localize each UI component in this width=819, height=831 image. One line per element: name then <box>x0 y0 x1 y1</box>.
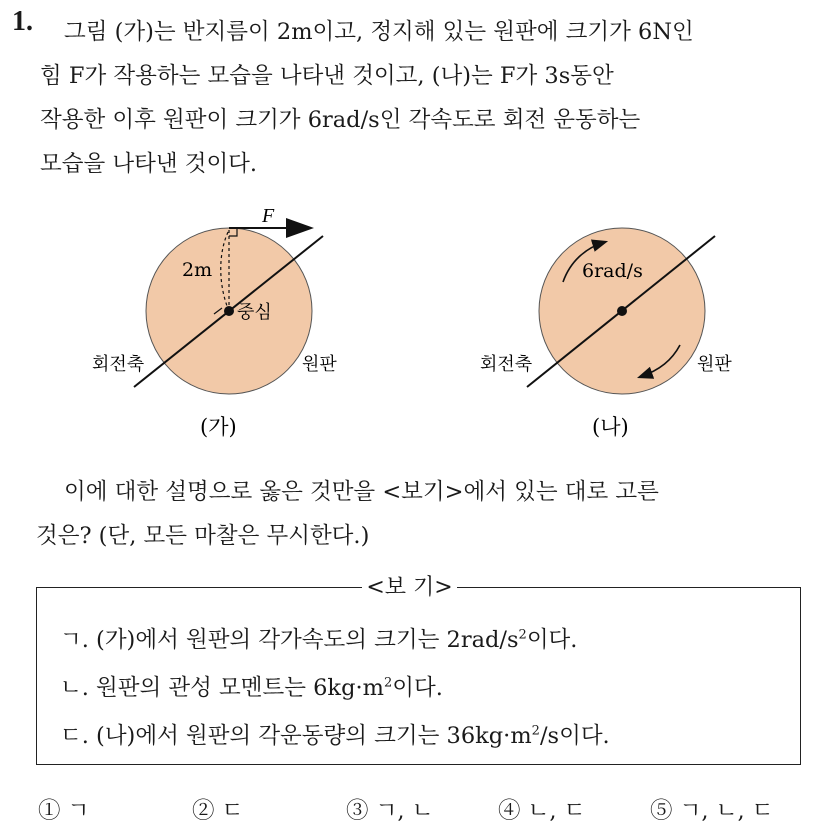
stem-line-2: 힘 F가 작용하는 모습을 나타낸 것이고, (나)는 F가 3s동안 <box>40 63 614 89</box>
disk-label-b: 원판 <box>697 354 732 375</box>
bogi-text-1: (가)에서 원판의 각가속도의 크기는 2rad/s <box>96 627 519 653</box>
choice-4[interactable] <box>498 793 585 825</box>
question-stem <box>40 10 804 186</box>
center-dot-b <box>617 306 627 316</box>
choice-5[interactable] <box>650 793 774 825</box>
caption-a: (가) <box>200 415 237 439</box>
radius-label: 2m <box>182 259 213 281</box>
question-number: 1. <box>12 6 33 37</box>
figure-area <box>0 190 819 450</box>
bogi-marker-3: ㄷ. <box>60 723 89 749</box>
choice-1[interactable] <box>38 793 89 825</box>
bogi-text-3: (나)에서 원판의 각운동량의 크기는 36kg·m <box>96 723 532 749</box>
bogi-text-2b: 이다. <box>392 675 443 701</box>
choice-1-num: ① <box>38 798 61 824</box>
choice-2-text: ㄷ <box>221 798 244 824</box>
force-label: F <box>262 205 275 227</box>
choice-5-num: ⑤ <box>650 798 673 824</box>
choice-5-text: ㄱ, ㄴ, ㄷ <box>679 798 774 824</box>
bogi-item-1 <box>60 622 577 654</box>
stem-line-4: 모습을 나타낸 것이다. <box>40 151 258 177</box>
bogi-marker-2: ㄴ. <box>60 675 89 701</box>
choice-2[interactable] <box>192 793 243 825</box>
choice-1-text: ㄱ <box>67 798 90 824</box>
bogi-item-2 <box>60 670 443 702</box>
bogi-marker-1: ㄱ. <box>60 627 89 653</box>
center-label: 중심 <box>237 302 272 323</box>
bogi-sup-3: 2 <box>531 723 540 739</box>
bogi-title-text: <보 기> <box>362 575 456 600</box>
stem-line-3: 작용한 이후 원판이 크기가 6rad/s인 각속도로 회전 운동하는 <box>40 107 641 133</box>
choice-4-num: ④ <box>498 798 521 824</box>
sub-line-1: 이에 대한 설명으로 옳은 것만을 <보기>에서 있는 대로 고른 <box>64 479 659 505</box>
axis-label-b: 회전축 <box>480 354 533 375</box>
axis-label-a: 회전축 <box>92 354 145 375</box>
caption-b: (나) <box>592 415 629 439</box>
bogi-text-3b: /s이다. <box>539 723 610 749</box>
bogi-text-1b: 이다. <box>526 627 578 653</box>
figure-a <box>92 205 337 439</box>
sub-line-2: 것은? (단, 모든 마찰은 무시한다.) <box>36 523 370 549</box>
bogi-sup-1: 2 <box>518 627 527 643</box>
choice-3[interactable] <box>346 793 433 825</box>
bogi-text-2: 원판의 관성 모멘트는 6kg·m <box>96 675 384 701</box>
bogi-item-3 <box>60 718 610 750</box>
choice-3-text: ㄱ, ㄴ <box>375 798 434 824</box>
sub-question <box>36 470 806 558</box>
figure-b <box>480 228 732 439</box>
choice-4-text: ㄴ, ㄷ <box>527 798 586 824</box>
disk-label-a: 원판 <box>302 354 337 375</box>
choice-3-num: ③ <box>346 798 369 824</box>
bogi-title <box>0 570 819 601</box>
stem-line-1: 그림 (가)는 반지름이 2m이고, 정지해 있는 원판에 크기가 6N인 <box>64 19 694 45</box>
bogi-sup-2: 2 <box>383 675 393 691</box>
omega-label: 6rad/s <box>582 260 643 282</box>
choice-2-num: ② <box>192 798 215 824</box>
